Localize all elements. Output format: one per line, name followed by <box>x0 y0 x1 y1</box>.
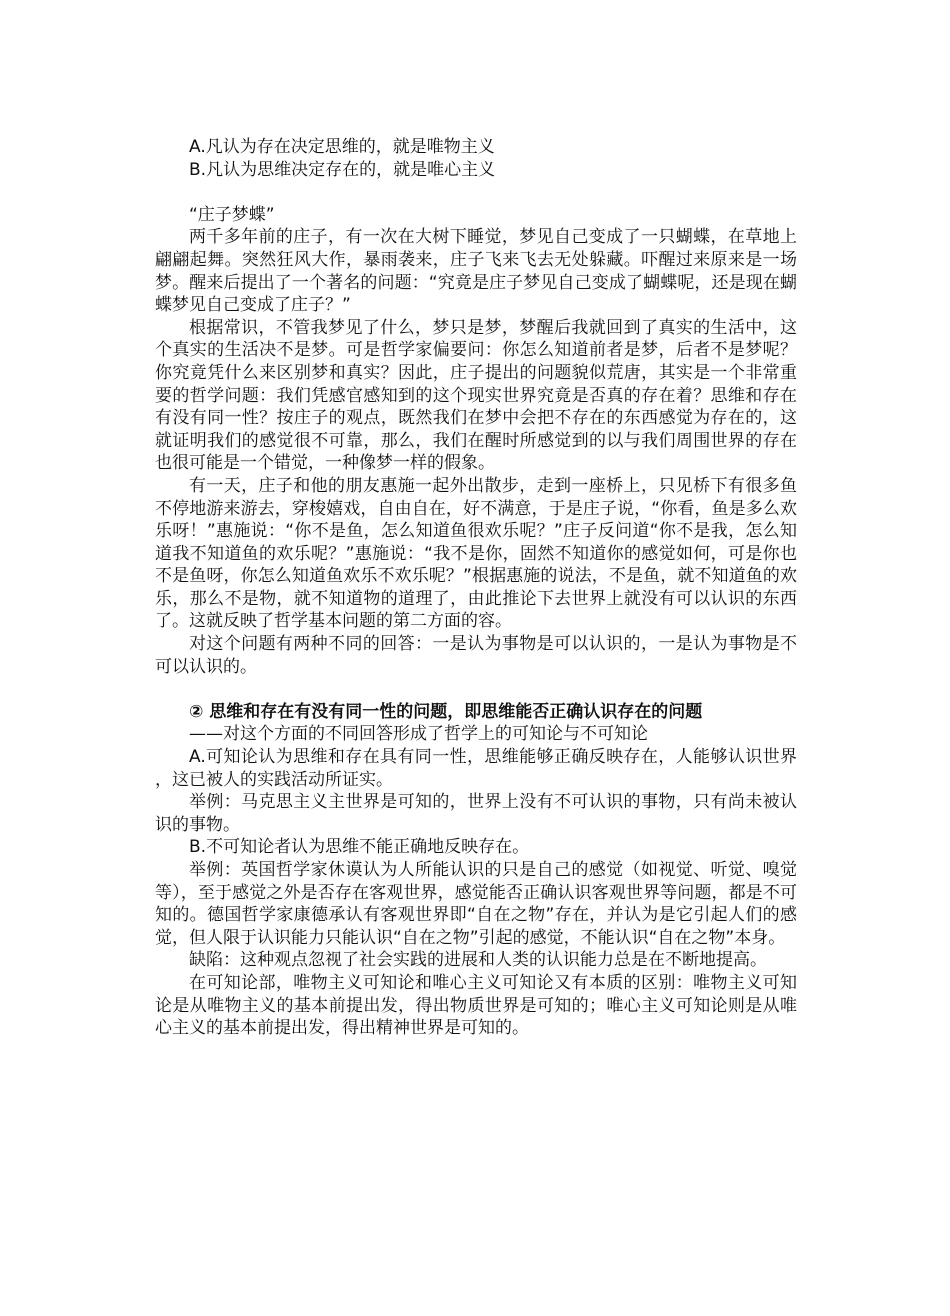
materialism-definition: A.凡认为存在决定思维的，就是唯物主义 <box>189 137 495 157</box>
story-paragraph: 有一天，庄子和他的朋友惠施一起外出散步，走到一座桥上，只见桥下有很多鱼不停地游来游去，穿梭嬉戏，自由自在，好不满意，于是庄子说，“你看，鱼是多么欢乐呀！”惠施说：“你不是鱼，怎么知道鱼很欢乐呢？”庄子反问道“你不是我，怎么知道我不知道鱼的欢乐呢？”惠施说：“我不是你，固然不知道你的感觉如何，可是你也不是鱼呀，你怎么知道鱼欢乐不欢乐呢？”根据惠施的说法，不是鱼，就不知道鱼的欢乐，那么不是物，就不知道物的道理了，由此推论下去世界上就没有可以认识的东西了。这就反映了哲学基本问题的第二方面的容。 <box>155 475 797 632</box>
story-title: “庄子梦蝶” <box>189 204 275 225</box>
story-paragraph: 根据常识，不管我梦见了什么，梦只是梦，梦醒后我就回到了真实的生活中，这个真实的生活决不是梦。可是哲学家偏要问：你怎么知道前者是梦，后者不是梦呢？你究竟凭什么来区别梦和真实？因此，庄子提出的问题貌似荒唐，其实是一个非常重要的哲学问题：我们凭感官感知到的这个现实世界究竟是否真的存在着？思维和存在有没有同一性？按庄子的观点，既然我们在梦中会把不存在的东西感觉为存在的，这就证明我们的感觉很不可靠，那么，我们在醒时所感觉到的以与我们周围世界的存在也很可能是一个错觉，一种像梦一样的假象。 <box>155 317 797 474</box>
document-page <box>155 136 797 1040</box>
body-paragraph: 举例：英国哲学家休谟认为人所能认识的只是自己的感觉（如视觉、听觉、嗅觉等），至于感觉之外是否存在客观世界，感觉能否正确认识客观世界等问题，都是不可知的。德国哲学家康德承认有客观世界即“自在之物”存在，并认为是它引起人们的感觉，但人限于认识能力只能认识“自在之物”引起的感觉，不能认识“自在之物”本身。 <box>155 860 797 948</box>
section-subheading: ——对这个方面的不同回答形成了哲学上的可知论与不可知论 <box>189 724 648 745</box>
story-paragraph: 两千多年前的庄子，有一次在大树下睡觉，梦见自己变成了一只蝴蝶，在草地上翩翩起舞。突然狂风大作，暴雨袭来，庄子飞来飞去无处躲藏。吓醒过来原来是一场梦。醒来后提出了一个著名的问题：“究竟是庄子梦见自己变成了蝴蝶呢，还是现在蝴蝶梦见自己变成了庄子？” <box>155 227 797 316</box>
blank-line <box>155 678 797 701</box>
body-paragraph: 缺陷：这种观点忽视了社会实践的进展和人类的认识能力总是在不断地提高。 <box>189 950 767 971</box>
body-paragraph: B.不可知论者认为思维不能正确地反映存在。 <box>189 837 530 858</box>
idealism-definition: B.凡认为思维决定存在的，就是唯心主义 <box>189 159 496 180</box>
blank-line <box>155 181 797 204</box>
body-paragraph: A.可知论认为思维和存在具有同一性，思维能够正确反映存在，人能够认识世界，这已被人的实践活动所证实。 <box>155 747 797 790</box>
story-paragraph: 对这个问题有两种不同的回答：一是认为事物是可以认识的，一是认为事物是不可以认识的。 <box>155 634 797 677</box>
body-paragraph: 在可知论部，唯物主义可知论和唯心主义可知论又有本质的区别：唯物主义可知论是从唯物主义的基本前提出发，得出物质世界是可知的；唯心主义可知论则是从唯心主义的基本前提出发，得出精神世界是可知的。 <box>155 972 797 1039</box>
section-heading: ② 思维和存在有没有同一性的问题，即思维能否正确认识存在的问题 <box>189 701 703 722</box>
body-paragraph: 举例：马克思主义主世界是可知的，世界上没有不可认识的事物，只有尚未被认识的事物。 <box>155 792 797 835</box>
